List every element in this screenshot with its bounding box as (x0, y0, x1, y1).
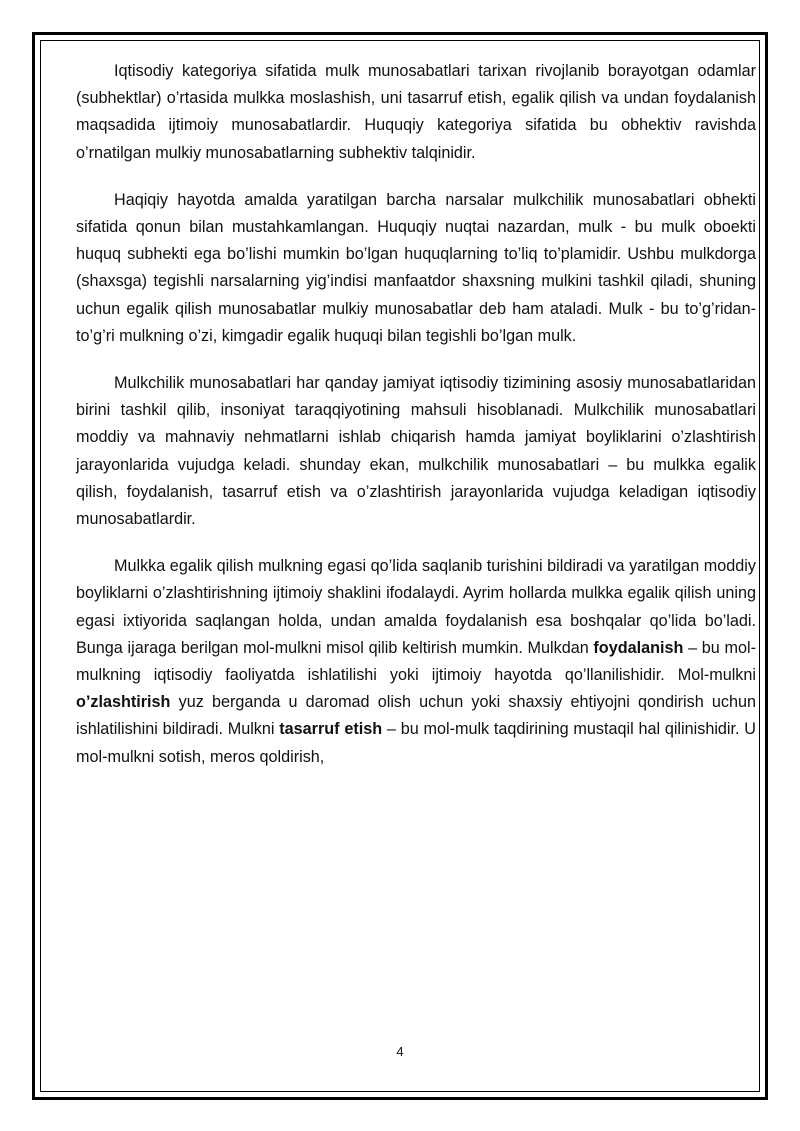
document-body (76, 58, 756, 791)
paragraph-text: – bu mol-mulk taqdirining mustaqil hal qilinishidir. U mol-mulkni sotish, meros qoldirish, (76, 720, 756, 766)
paragraph-text: Haqiqiy hayotda amalda yaratilgan barcha narsalar mulkchilik munosabatlari obhekti sifatida qonun bilan mustahkamlangan. Huquqiy nuqtai nazardan, mulk - bu mulk oboekti huquq subhekti ega bo’lishi mumkin bo’lgan huquqlarning to’liq to’plamidir. Ushbu mulkdorga (shaxsga) tegishli narsalarning yig’indisi manfaatdor shaxsning mulkini tashkil qiladi, shuning uchun egalik qilish munosabatlar mulkiy munosabatlar deb ham ataladi. Mulk - bu to’g’ridan-to’g’ri mulkning o’zi, kimgadir egalik huquqi bilan tegishli bo’lgan mulk. (76, 190, 756, 345)
paragraph-text: yuz berganda u daromad olish uchun yoki shaxsiy ehtiyojni qondirish uchun ishlatilishini bildiradi. Mulkni (76, 693, 756, 739)
term-ozlashtirish: o’zlashtirish (76, 693, 171, 712)
paragraph-3 (76, 370, 756, 533)
term-foydalanish: foydalanish (593, 638, 684, 657)
paragraph-text: Iqtisodiy kategoriya sifatida mulk munosabatlari tarixan rivojlanib borayotgan odamlar (subhektlar) o’rtasida mulkka moslashish, uni tasarruf etish, egalik qilish va undan foydalanish maqsadida ijtimoiy munosabatlardir. Huquqiy kategoriya sifatida bu obhektiv ravishda o’rnatilgan mulkiy munosabatlarning subhektiv talqinidir. (76, 62, 756, 162)
paragraph-text: – bu mol-mulkning iqtisodiy faoliyatda ishlatilishi yoki ijtimoiy hayotda qo’llanilishidir. Mol-mulkni (76, 638, 756, 685)
paragraph-text: Mulkchilik munosabatlari har qanday jamiyat iqtisodiy tizimining asosiy munosabatlaridan birini tashkil qilib, insoniyat taraqqiyotining mahsuli hisoblanadi. Mulkchilik munosabatlari moddiy va mahnaviy nehmatlarni ishlab chiqarish hamda jamiyat boyliklarini o’zlashtirish jarayonlarida vujudga keladi. shunday ekan, mulkchilik munosabatlari – bu mulkka egalik qilish, foydalanish, tasarruf etish va o’zlashtirish jarayonlarida vujudga keladigan iqtisodiy munosabatlardir. (76, 374, 756, 529)
paragraph-1 (76, 58, 756, 167)
paragraph-text: Mulkka egalik qilish mulkning egasi qo’lida saqlanib turishini bildiradi va yaratilgan moddiy boyliklarni o’zlashtirishning ijtimoiy shaklini ifodalaydi. Ayrim hollarda mulkka egalik qilish uning egasi ixtiyorida saqlangan holda, undan amalda foydalanish esa boshqalar qo’lida bo’ladi. Bunga ijaraga berilgan mol-mulkni misol qilib keltirish mumkin. Mulkdan (76, 557, 756, 657)
page-number: 4 (396, 1044, 404, 1059)
paragraph-2 (76, 187, 756, 350)
term-tasarruf-etish: tasarruf etish (279, 720, 383, 739)
paragraph-4 (76, 553, 756, 771)
